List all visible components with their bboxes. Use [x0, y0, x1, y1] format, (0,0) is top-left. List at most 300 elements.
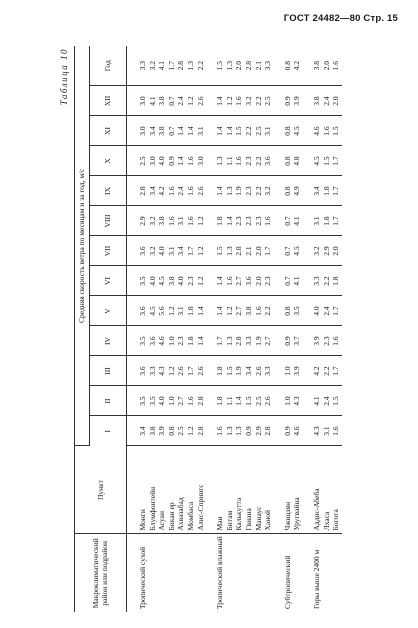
wind-value: 1.6	[166, 186, 176, 196]
wind-value: 2.3	[234, 216, 244, 226]
wind-value: 3.6	[138, 306, 147, 316]
wind-value: 1.8	[185, 306, 195, 316]
month-value-cell	[127, 206, 207, 236]
wind-value: 0.7	[166, 126, 176, 136]
year-value: 2.0	[321, 61, 331, 71]
wind-value: 4.6	[292, 426, 302, 436]
wind-value: 1.6	[234, 156, 244, 166]
month-value-cell	[206, 206, 274, 236]
table-row	[303, 46, 342, 612]
wind-value: 4.2	[157, 186, 167, 196]
wind-value: 4.1	[292, 276, 302, 286]
header-month: I	[90, 416, 127, 446]
wind-value: 0.9	[243, 426, 253, 436]
wind-value: 1.7	[331, 216, 341, 226]
wind-value: 3.8	[243, 306, 253, 316]
wind-value: 2.5	[176, 426, 186, 436]
wind-value: 2.2	[321, 366, 331, 376]
wind-value: 1.4	[215, 186, 225, 196]
wind-value: 1.4	[224, 216, 234, 226]
wind-value: 2.3	[243, 156, 253, 166]
wind-value: 2.8	[234, 336, 244, 346]
year-value: 2.8	[176, 61, 186, 71]
wind-value: 2.7	[176, 396, 186, 406]
wind-value: 2.6	[176, 366, 186, 376]
year-value-cell	[127, 46, 207, 86]
point-cell	[274, 446, 303, 534]
wind-value: 3.5	[138, 336, 147, 346]
wind-value: 4.2	[311, 366, 321, 376]
year-value: 2.8	[243, 61, 253, 71]
wind-value: 0.7	[282, 216, 292, 226]
wind-value: 1.0	[282, 396, 292, 406]
month-value-cell	[303, 386, 342, 416]
wind-value: 1.3	[224, 186, 234, 196]
month-value-cell	[206, 236, 274, 266]
header-month: V	[90, 296, 127, 326]
wind-value: 0.8	[282, 156, 292, 166]
wind-value: 2.0	[253, 246, 263, 256]
wind-value: 2.5	[263, 96, 273, 106]
wind-value: 2.2	[253, 156, 263, 166]
wind-value: 2.5	[253, 126, 263, 136]
month-value-cell	[127, 386, 207, 416]
header-month: VIII	[90, 206, 127, 236]
wind-value: 1.0	[282, 366, 292, 376]
month-value-cell	[127, 416, 207, 446]
wind-value: 1.2	[166, 366, 176, 376]
month-value-cell	[303, 86, 342, 116]
wind-value: 2.3	[185, 276, 195, 286]
wind-value: 3.5	[138, 276, 147, 286]
wind-value: 3.8	[147, 426, 157, 436]
wind-value: 1.5	[215, 246, 225, 256]
wind-value: 1.2	[185, 426, 195, 436]
wind-value: 1.4	[195, 306, 205, 316]
wind-value: 4.1	[292, 216, 302, 226]
wind-value: 3.5	[292, 306, 302, 316]
header-year: Год	[90, 46, 127, 86]
wind-value: 1.2	[195, 216, 205, 226]
region-cell	[127, 534, 207, 612]
table-row	[127, 46, 207, 612]
point-name: Алис-Спрингс	[195, 484, 205, 531]
wind-value: 2.2	[243, 126, 253, 136]
wind-value: 3.1	[195, 126, 205, 136]
wind-value: 4.0	[157, 246, 167, 256]
wind-value: 3.2	[263, 186, 273, 196]
wind-value: 0.9	[166, 156, 176, 166]
wind-value: 1.0	[166, 396, 176, 406]
header-group-title: Средняя скорость ветра по месяцам и за год, м/с	[75, 46, 90, 446]
wind-value: 3.6	[263, 156, 273, 166]
wind-value: 3.1	[321, 426, 331, 436]
wind-value: 1.4	[185, 126, 195, 136]
month-value-cell	[127, 266, 207, 296]
header-month: II	[90, 386, 127, 416]
month-value-cell	[274, 296, 303, 326]
wind-value: 1.4	[215, 126, 225, 136]
wind-value: 1.4	[234, 396, 244, 406]
wind-value: 1.7	[331, 156, 341, 166]
wind-value: 2.8	[263, 426, 273, 436]
year-value: 3.3	[138, 61, 147, 71]
year-value: 2.2	[195, 61, 205, 71]
point-name: Уругвайна	[292, 497, 302, 531]
wind-value: 3.1	[176, 306, 186, 316]
wind-value: 3.5	[138, 396, 147, 406]
wind-value: 1.6	[331, 336, 341, 346]
month-value-cell	[274, 146, 303, 176]
wind-value: 2.8	[195, 396, 205, 406]
wind-value: 1.8	[215, 396, 225, 406]
wind-value: 3.9	[292, 96, 302, 106]
wind-value: 1.5	[234, 126, 244, 136]
wind-value: 2.9	[253, 426, 263, 436]
wind-value: 1.5	[331, 396, 341, 406]
wind-value: 2.6	[195, 96, 205, 106]
year-value: 4.1	[157, 61, 167, 71]
wind-value: 1.2	[166, 306, 176, 316]
month-value-cell	[206, 326, 274, 356]
wind-value: 0.8	[282, 306, 292, 316]
wind-value: 2.3	[263, 276, 273, 286]
wind-value: 2.4	[176, 186, 186, 196]
wind-value: 4.5	[147, 306, 157, 316]
wind-value: 1.9	[234, 186, 244, 196]
wind-value: 1.4	[176, 156, 186, 166]
wind-value: 3.4	[243, 366, 253, 376]
wind-value: 4.6	[311, 126, 321, 136]
wind-value: 3.4	[147, 186, 157, 196]
wind-value: 3.9	[157, 426, 167, 436]
wind-value: 3.8	[311, 96, 321, 106]
wind-value: 2.7	[263, 336, 273, 346]
wind-value: 3.1	[176, 216, 186, 226]
month-value-cell	[274, 86, 303, 116]
year-value-cell	[274, 46, 303, 86]
wind-value: 3.0	[138, 126, 147, 136]
year-value: 3.3	[263, 61, 273, 71]
year-value: 1.7	[166, 61, 176, 71]
wind-value: 1.2	[195, 246, 205, 256]
wind-value: 3.8	[157, 96, 167, 106]
wind-value: 3.3	[147, 366, 157, 376]
wind-value: 1.7	[215, 336, 225, 346]
wind-value: 3.7	[292, 336, 302, 346]
table-row	[274, 46, 303, 612]
wind-value: 1.7	[263, 246, 273, 256]
wind-value: 3.9	[292, 366, 302, 376]
wind-value: 3.3	[263, 366, 273, 376]
wind-value: 2.0	[253, 276, 263, 286]
point-name: Битам	[224, 510, 234, 531]
wind-value: 2.8	[234, 246, 244, 256]
wind-value: 4.0	[147, 276, 157, 286]
wind-value: 3.2	[147, 216, 157, 226]
month-value-cell	[127, 296, 207, 326]
month-value-cell	[127, 116, 207, 146]
wind-value: 4.1	[311, 396, 321, 406]
wind-value: 1.4	[215, 96, 225, 106]
page-header: ГОСТ 24482—80 Стр. 15	[283, 13, 398, 24]
region-label: Тропический влажный	[215, 536, 225, 609]
wind-value: 3.6	[138, 246, 147, 256]
header-month: X	[90, 146, 127, 176]
wind-value: 1.6	[185, 156, 195, 166]
wind-value: 1.6	[263, 216, 273, 226]
wind-value: 1.5	[224, 366, 234, 376]
wind-value: 4.5	[157, 276, 167, 286]
month-value-cell	[303, 416, 342, 446]
wind-value: 1.8	[321, 186, 331, 196]
wind-value: 2.0	[331, 96, 341, 106]
wind-value: 0.7	[282, 246, 292, 256]
point-cell	[206, 446, 274, 534]
wind-value: 1.3	[224, 246, 234, 256]
year-value: 3.2	[147, 61, 157, 71]
month-value-cell	[303, 206, 342, 236]
wind-value: 3.0	[147, 156, 157, 166]
header-month: XI	[90, 116, 127, 146]
wind-value: 5.6	[157, 306, 167, 316]
point-cell	[303, 446, 342, 534]
wind-value: 1.1	[224, 396, 234, 406]
header-region: Макроклиматический район или подрайон	[75, 534, 127, 612]
wind-value: 3.3	[243, 336, 253, 346]
month-value-cell	[127, 146, 207, 176]
month-value-cell	[206, 356, 274, 386]
table-number-label: Таблица 10	[59, 48, 69, 106]
wind-value: 1.4	[215, 306, 225, 316]
wind-value: 3.8	[157, 216, 167, 226]
wind-value: 0.9	[282, 426, 292, 436]
wind-value: 2.6	[195, 186, 205, 196]
month-value-cell	[206, 146, 274, 176]
wind-value: 3.1	[311, 216, 321, 226]
wind-value: 1.4	[224, 126, 234, 136]
year-value: 3.8	[311, 61, 321, 71]
point-name: Блумфонтейн	[147, 486, 157, 531]
wind-value: 2.4	[321, 396, 331, 406]
wind-value: 3.3	[311, 276, 321, 286]
wind-value: 1.6	[253, 306, 263, 316]
wind-value: 2.5	[253, 396, 263, 406]
region-label: Горы выше 2400 м	[311, 549, 321, 609]
point-name: Аддис-Абеба	[311, 488, 321, 531]
year-value: 2.1	[253, 61, 263, 71]
month-value-cell	[274, 176, 303, 206]
wind-value: 1.6	[215, 426, 225, 436]
region-cell	[303, 534, 342, 612]
wind-value: 0.8	[166, 426, 176, 436]
point-name: Бикан ер	[166, 502, 176, 531]
header-month: XII	[90, 86, 127, 116]
month-value-cell	[303, 176, 342, 206]
month-value-cell	[274, 236, 303, 266]
wind-value: 3.1	[263, 126, 273, 136]
point-name: Манаус	[253, 506, 263, 531]
wind-value: 1.6	[224, 276, 234, 286]
year-value-cell	[206, 46, 274, 86]
wind-value: 4.0	[157, 156, 167, 166]
year-value: 0.8	[282, 61, 292, 71]
month-value-cell	[274, 416, 303, 446]
region-cell	[206, 534, 274, 612]
wind-value: 1.0	[166, 336, 176, 346]
year-value: 1.3	[185, 61, 195, 71]
wind-value: 1.2	[195, 276, 205, 286]
wind-value: 1.6	[166, 216, 176, 226]
wind-value: 1.3	[215, 156, 225, 166]
wind-value: 3.9	[311, 336, 321, 346]
year-value: 1.3	[224, 61, 234, 71]
wind-value: 2.6	[253, 366, 263, 376]
year-value: 2.0	[234, 61, 244, 71]
point-name: Богота	[331, 509, 341, 531]
month-value-cell	[127, 326, 207, 356]
wind-value: 1.7	[331, 366, 341, 376]
wind-value: 4.0	[176, 276, 186, 286]
region-label: Субтропический	[282, 555, 292, 609]
wind-value: 4.3	[292, 396, 302, 406]
wind-value: 4.5	[292, 126, 302, 136]
header-point: Пункт	[75, 446, 127, 534]
header-month: VI	[90, 266, 127, 296]
point-name: Гвиана	[243, 508, 253, 531]
wind-value: 0.7	[282, 276, 292, 286]
wind-value: 1.1	[224, 156, 234, 166]
wind-value: 2.9	[321, 246, 331, 256]
wind-value: 1.3	[224, 336, 234, 346]
month-value-cell	[274, 206, 303, 236]
wind-value: 2.3	[176, 336, 186, 346]
wind-value: 1.2	[224, 96, 234, 106]
point-name: Асуан	[157, 511, 167, 531]
month-value-cell	[274, 356, 303, 386]
month-value-cell	[127, 236, 207, 266]
wind-value: 2.8	[138, 186, 147, 196]
wind-value: 0.9	[282, 96, 292, 106]
wind-value: 1.5	[331, 126, 341, 136]
month-value-cell	[206, 86, 274, 116]
wind-speed-table	[74, 46, 342, 612]
month-value-cell	[274, 116, 303, 146]
wind-value: 4.3	[157, 366, 167, 376]
point-name: Лхаса	[321, 511, 331, 531]
point-name: Маи	[215, 516, 225, 531]
year-value-cell	[303, 46, 342, 86]
wind-value: 4.9	[292, 186, 302, 196]
point-name: Монги	[138, 509, 147, 531]
wind-value: 1.9	[253, 336, 263, 346]
wind-value: 2.3	[253, 216, 263, 226]
wind-value: 1.6	[185, 186, 195, 196]
wind-value: 1.7	[185, 366, 195, 376]
wind-value: 4.1	[147, 96, 157, 106]
point-name: Ханой	[263, 509, 273, 531]
wind-value: 1.4	[176, 126, 186, 136]
month-value-cell	[303, 146, 342, 176]
point-name: Момбаса	[185, 501, 195, 531]
wind-value: 1.4	[215, 276, 225, 286]
month-value-cell	[303, 236, 342, 266]
wind-value: 3.6	[243, 276, 253, 286]
wind-value: 0.8	[282, 126, 292, 136]
wind-value: 2.7	[234, 306, 244, 316]
wind-value: 1.5	[243, 396, 253, 406]
wind-value: 3.0	[138, 96, 147, 106]
wind-value: 3.2	[243, 96, 253, 106]
wind-value: 1.6	[185, 216, 195, 226]
point-name: Ахвазабад	[176, 497, 186, 531]
wind-value: 2.2	[253, 96, 263, 106]
month-value-cell	[206, 176, 274, 206]
wind-value: 1.3	[234, 426, 244, 436]
point-cell	[127, 446, 207, 534]
wind-value: 4.5	[311, 156, 321, 166]
wind-value: 2.3	[321, 336, 331, 346]
wind-value: 1.8	[185, 336, 195, 346]
wind-value: 3.4	[147, 126, 157, 136]
wind-value: 0.8	[282, 186, 292, 196]
month-value-cell	[303, 356, 342, 386]
wind-value: 3.1	[166, 246, 176, 256]
wind-value: 1.9	[234, 366, 244, 376]
wind-value: 3.6	[138, 366, 147, 376]
wind-value: 0.7	[166, 96, 176, 106]
wind-value: 1.6	[185, 396, 195, 406]
wind-value: 2.3	[243, 216, 253, 226]
wind-value: 1.2	[224, 306, 234, 316]
wind-value: 1.3	[224, 426, 234, 436]
region-label: Тропический сухой	[138, 546, 147, 609]
month-value-cell	[127, 356, 207, 386]
wind-value: 3.8	[166, 276, 176, 286]
month-value-cell	[274, 266, 303, 296]
wind-value: 2.2	[253, 186, 263, 196]
wind-value: 2.5	[138, 156, 147, 166]
month-value-cell	[303, 326, 342, 356]
point-name: Калькутта	[234, 497, 244, 531]
wind-value: 2.4	[321, 96, 331, 106]
wind-value: 2.7	[234, 276, 244, 286]
wind-value: 3.8	[157, 126, 167, 136]
month-value-cell	[127, 176, 207, 206]
wind-value: 1.6	[321, 126, 331, 136]
wind-value: 3.4	[311, 186, 321, 196]
wind-value: 2.2	[263, 306, 273, 316]
rotated-table-block	[59, 46, 417, 612]
year-value: 1.6	[331, 61, 341, 71]
wind-value: 1.7	[331, 306, 341, 316]
month-value-cell	[127, 86, 207, 116]
wind-value: 2.4	[321, 306, 331, 316]
header-month: VII	[90, 236, 127, 266]
wind-value: 4.5	[292, 246, 302, 256]
wind-value: 3.5	[147, 396, 157, 406]
month-value-cell	[303, 116, 342, 146]
wind-value: 4.8	[292, 156, 302, 166]
year-value: 4.2	[292, 61, 302, 71]
wind-value: 3.4	[176, 246, 186, 256]
month-value-cell	[303, 296, 342, 326]
wind-value: 1.6	[234, 96, 244, 106]
wind-value: 1.8	[215, 366, 225, 376]
wind-value: 2.6	[263, 396, 273, 406]
wind-value: 3.2	[311, 246, 321, 256]
wind-value: 2.1	[243, 246, 253, 256]
